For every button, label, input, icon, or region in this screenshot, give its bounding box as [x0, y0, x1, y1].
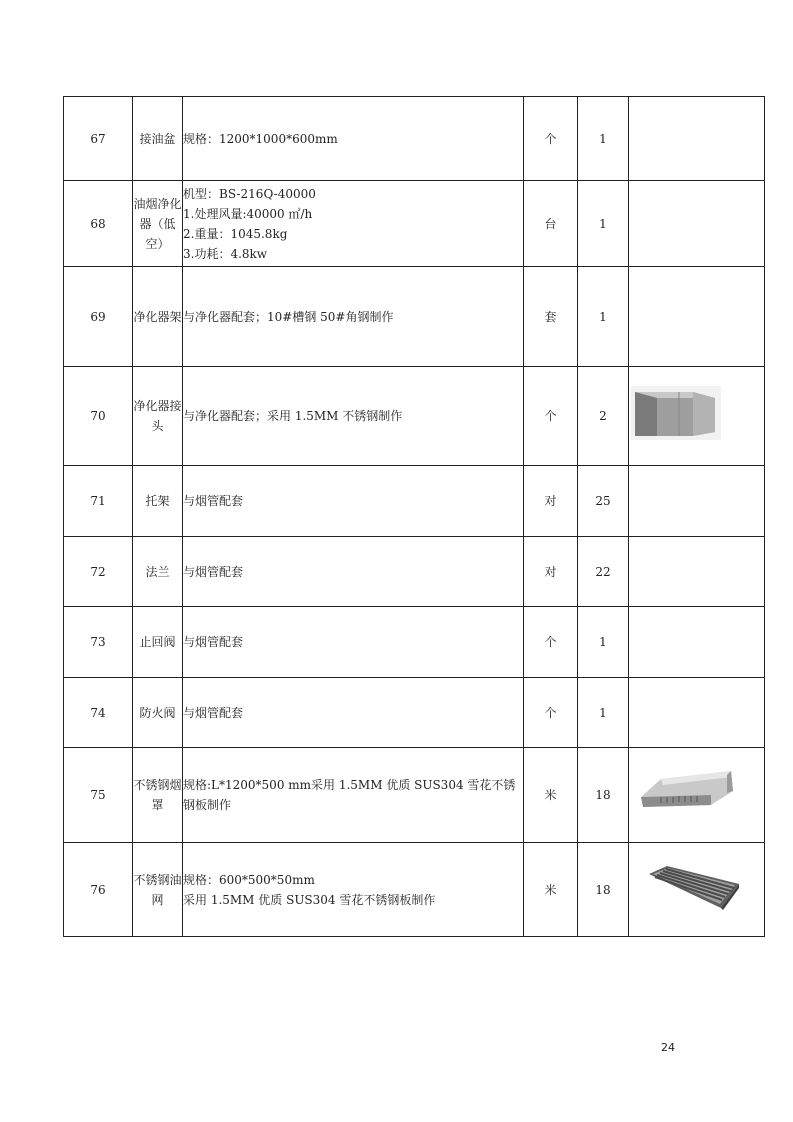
item-name: 油烟净化器（低空）: [133, 181, 183, 267]
item-name: 不锈钢烟罩: [133, 748, 183, 843]
item-name: 托架: [133, 466, 183, 537]
row-number: 68: [64, 181, 133, 267]
item-qty: 1: [578, 267, 629, 367]
item-name: 不锈钢油网: [133, 843, 183, 937]
table-row: [64, 367, 765, 466]
row-number: 75: [64, 748, 133, 843]
item-spec: 与净化器配套；10#槽钢 50#角钢制作: [183, 267, 524, 367]
item-name: 净化器架: [133, 267, 183, 367]
table-row: [64, 843, 765, 937]
row-number: 67: [64, 97, 133, 181]
row-number: 70: [64, 367, 133, 466]
item-spec: 规格：600*500*50mm 采用 1.5MM 优质 SUS304 雪花不锈钢板制作: [183, 843, 524, 937]
item-image-cell: [629, 367, 765, 466]
item-unit: 对: [524, 466, 578, 537]
row-number: 76: [64, 843, 133, 937]
item-qty: 18: [578, 843, 629, 937]
item-image-cell: [629, 537, 765, 607]
item-name: 止回阀: [133, 607, 183, 678]
item-spec: 与烟管配套: [183, 537, 524, 607]
table-row: [64, 466, 765, 537]
item-unit: 个: [524, 97, 578, 181]
item-unit: 个: [524, 367, 578, 466]
item-image-cell: [629, 466, 765, 537]
table-row: [64, 537, 765, 607]
table-row: [64, 607, 765, 678]
table-row: [64, 678, 765, 748]
table-row: [64, 181, 765, 267]
row-number: 73: [64, 607, 133, 678]
item-unit: 台: [524, 181, 578, 267]
item-image-cell: [629, 678, 765, 748]
item-unit: 个: [524, 607, 578, 678]
item-qty: 1: [578, 678, 629, 748]
item-qty: 25: [578, 466, 629, 537]
item-name: 净化器接头: [133, 367, 183, 466]
item-qty: 1: [578, 181, 629, 267]
item-unit: 对: [524, 537, 578, 607]
exhaust-hood-image: [631, 767, 764, 823]
row-number: 72: [64, 537, 133, 607]
item-qty: 2: [578, 367, 629, 466]
page-number: 24: [661, 1041, 675, 1054]
table-row: [64, 97, 765, 181]
item-image-cell: [629, 181, 765, 267]
item-spec: 与烟管配套: [183, 466, 524, 537]
item-image-cell: [629, 748, 765, 843]
item-unit: 套: [524, 267, 578, 367]
item-name: 接油盆: [133, 97, 183, 181]
item-image-cell: [629, 843, 765, 937]
item-unit: 个: [524, 678, 578, 748]
item-image-cell: [629, 267, 765, 367]
duct-connector-image: [631, 386, 764, 446]
item-spec: 与烟管配套: [183, 678, 524, 748]
item-unit: 米: [524, 748, 578, 843]
item-spec: 规格：1200*1000*600mm: [183, 97, 524, 181]
item-spec: 规格:L*1200*500 mm采用 1.5MM 优质 SUS304 雪花不锈钢板制作: [183, 748, 524, 843]
table-row: [64, 748, 765, 843]
item-image-cell: [629, 607, 765, 678]
item-spec: 与净化器配套；采用 1.5MM 不锈钢制作: [183, 367, 524, 466]
item-unit: 米: [524, 843, 578, 937]
equipment-table: [63, 96, 765, 937]
item-name: 防火阀: [133, 678, 183, 748]
item-image-cell: [629, 97, 765, 181]
table-row: [64, 267, 765, 367]
item-spec: 机型：BS-216Q-40000 1.处理风量:40000 ㎡/h 2.重量：1045.8kg 3.功耗：4.8kw: [183, 181, 524, 267]
item-qty: 1: [578, 97, 629, 181]
grease-filter-image: [647, 864, 764, 916]
row-number: 71: [64, 466, 133, 537]
item-qty: 22: [578, 537, 629, 607]
item-spec: 与烟管配套: [183, 607, 524, 678]
item-name: 法兰: [133, 537, 183, 607]
row-number: 74: [64, 678, 133, 748]
item-qty: 1: [578, 607, 629, 678]
row-number: 69: [64, 267, 133, 367]
item-qty: 18: [578, 748, 629, 843]
